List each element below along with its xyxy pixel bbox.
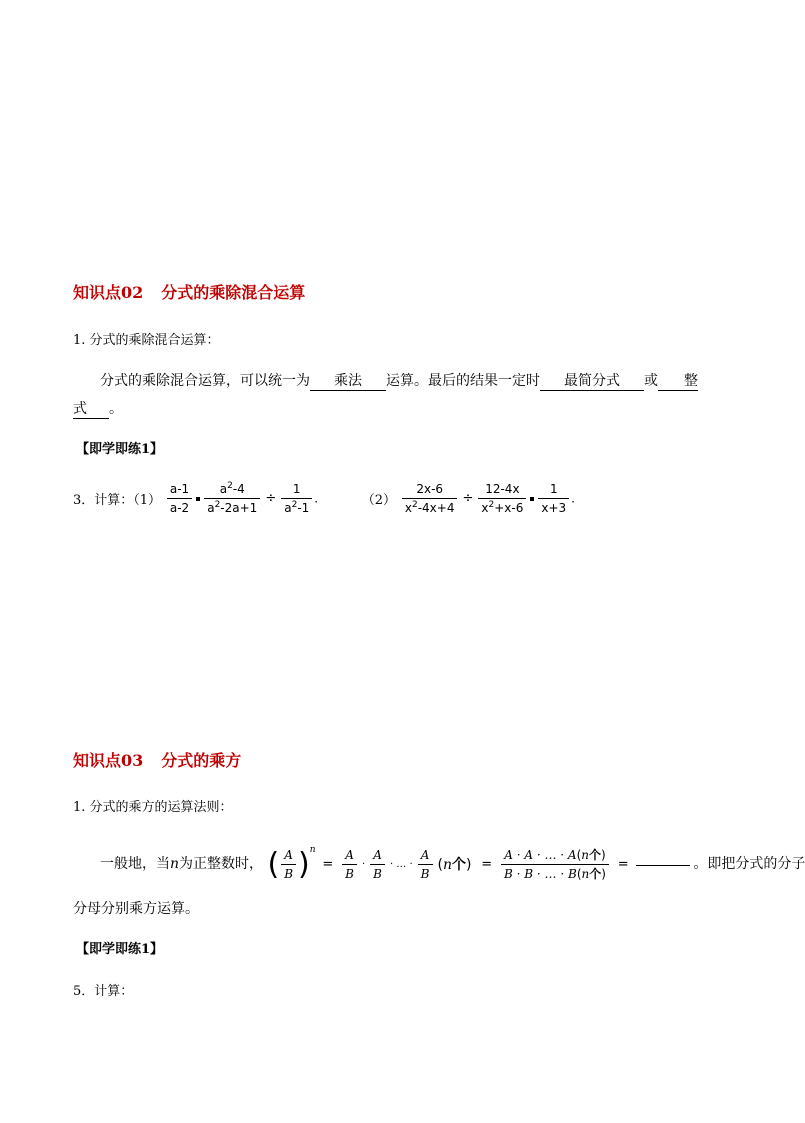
variable-n: n bbox=[581, 867, 590, 881]
term: -4 bbox=[232, 482, 245, 496]
variable-n: n bbox=[581, 848, 590, 862]
fraction bbox=[538, 481, 569, 516]
denominator: a-2 bbox=[169, 501, 190, 515]
fraction bbox=[281, 481, 312, 516]
power-formula bbox=[267, 845, 693, 882]
section03-heading-number: 知识点03 bbox=[73, 751, 144, 770]
equals-sign: = bbox=[481, 856, 493, 872]
product: A · A · … · A bbox=[504, 848, 577, 862]
denominator bbox=[281, 499, 312, 516]
numerator: 1 bbox=[538, 481, 569, 499]
numerator: A bbox=[281, 847, 296, 865]
term: -4x+4 bbox=[417, 501, 455, 515]
denominator: x+3 bbox=[541, 501, 567, 515]
para-text: 。 bbox=[109, 401, 123, 417]
section02-heading-title: 分式的乘除混合运算 bbox=[161, 283, 306, 302]
fraction bbox=[167, 481, 192, 516]
numerator: 1 bbox=[281, 481, 312, 499]
denominator: B bbox=[373, 867, 382, 881]
divide-sign: ÷ bbox=[462, 491, 474, 506]
exponent: n bbox=[309, 845, 316, 855]
right-paren: ) bbox=[298, 846, 310, 882]
para-text: 为正整数时， bbox=[179, 856, 264, 872]
section02-paragraph-line2 bbox=[73, 398, 123, 419]
term: a bbox=[207, 501, 215, 515]
numerator: 2x-6 bbox=[402, 481, 458, 499]
para-text: 或 bbox=[644, 373, 658, 389]
answer-blank bbox=[636, 864, 690, 866]
fill-blank-3a: 整 bbox=[658, 370, 698, 391]
exponent: 2 bbox=[214, 500, 221, 510]
exercise-3-label: 3．计算：（1） bbox=[73, 493, 162, 508]
fraction bbox=[418, 847, 433, 882]
numerator: A bbox=[418, 847, 433, 865]
exponent: 2 bbox=[227, 481, 233, 491]
exponent: 2 bbox=[291, 500, 298, 510]
count-annotation: (n个) bbox=[437, 856, 472, 873]
count-unit: 个 bbox=[589, 848, 602, 862]
equals-sign: = bbox=[617, 856, 629, 872]
fill-blank-1: 乘法 bbox=[310, 370, 386, 391]
left-paren: ( bbox=[267, 846, 280, 882]
fraction bbox=[204, 481, 260, 516]
section02-practice-label: 【即学即练1】 bbox=[76, 442, 164, 457]
denominator bbox=[478, 499, 526, 516]
product: B · B · … · B bbox=[504, 867, 577, 881]
denominator bbox=[204, 499, 260, 516]
section02-heading-number: 知识点02 bbox=[73, 283, 144, 302]
fill-blank-3b: 式 bbox=[73, 398, 109, 419]
variable-n: n bbox=[170, 856, 180, 872]
term: -1 bbox=[297, 501, 310, 515]
numerator: A · A · … · A(n个) bbox=[501, 847, 609, 865]
fraction bbox=[281, 847, 296, 882]
term: +x-6 bbox=[494, 501, 524, 515]
term: -2a+1 bbox=[220, 501, 258, 515]
term: x bbox=[481, 501, 489, 515]
count-unit: 个 bbox=[589, 867, 602, 881]
numerator: a-1 bbox=[167, 481, 192, 499]
fraction bbox=[478, 481, 526, 516]
section02-paragraph-line1 bbox=[100, 370, 698, 391]
section03-heading bbox=[73, 748, 241, 771]
numerator bbox=[204, 481, 260, 499]
para-text: 分式的乘除混合运算，可以统一为 bbox=[100, 373, 310, 389]
para-text: 。即把分式的分子 bbox=[693, 856, 805, 872]
denominator bbox=[402, 499, 458, 516]
numerator: 12-4x bbox=[478, 481, 526, 499]
exponent: 2 bbox=[411, 500, 418, 510]
section03-heading-title: 分式的乘方 bbox=[161, 751, 242, 770]
term: a bbox=[284, 501, 292, 515]
section03-paragraph-line1 bbox=[100, 840, 805, 889]
numerator: A bbox=[342, 847, 357, 865]
denominator: B · B · … · B(n个) bbox=[504, 867, 606, 881]
exercise-3-part2-label: （2） bbox=[361, 493, 397, 508]
exercise-5-label: 5．计算： bbox=[73, 984, 134, 999]
fraction bbox=[342, 847, 357, 882]
section03-subheading: 1. 分式的乘方的运算法则： bbox=[73, 800, 233, 815]
section03-practice-label: 【即学即练1】 bbox=[76, 942, 164, 957]
denominator: B bbox=[284, 867, 294, 881]
numerator: A bbox=[370, 847, 385, 865]
period: . bbox=[571, 491, 575, 506]
multiply-dot bbox=[196, 497, 200, 501]
term: a bbox=[219, 482, 228, 496]
para-text: 一般地，当 bbox=[100, 856, 170, 872]
fraction bbox=[501, 847, 609, 882]
multiply-dot bbox=[530, 497, 534, 501]
equals-sign: = bbox=[322, 856, 334, 872]
variable-n: n bbox=[442, 856, 452, 873]
section03-paragraph-line2: 分母分别乘方运算。 bbox=[73, 901, 199, 917]
cdot: · bbox=[361, 858, 366, 870]
term: x bbox=[404, 501, 412, 515]
divide-sign: ÷ bbox=[265, 491, 277, 506]
section02-subheading: 1. 分式的乘除混合运算： bbox=[73, 333, 220, 348]
period: . bbox=[314, 491, 319, 506]
fill-blank-2: 最简分式 bbox=[540, 370, 644, 391]
fraction bbox=[370, 847, 385, 882]
denominator: B bbox=[420, 867, 430, 881]
count-unit: 个 bbox=[452, 856, 466, 873]
section02-heading bbox=[73, 280, 305, 303]
ellipsis: · … · bbox=[389, 858, 413, 870]
fraction bbox=[402, 481, 458, 516]
exponent: 2 bbox=[488, 500, 495, 510]
para-text: 运算。最后的结果一定时 bbox=[386, 373, 540, 389]
denominator: B bbox=[345, 867, 354, 881]
exercise-3 bbox=[73, 481, 575, 516]
